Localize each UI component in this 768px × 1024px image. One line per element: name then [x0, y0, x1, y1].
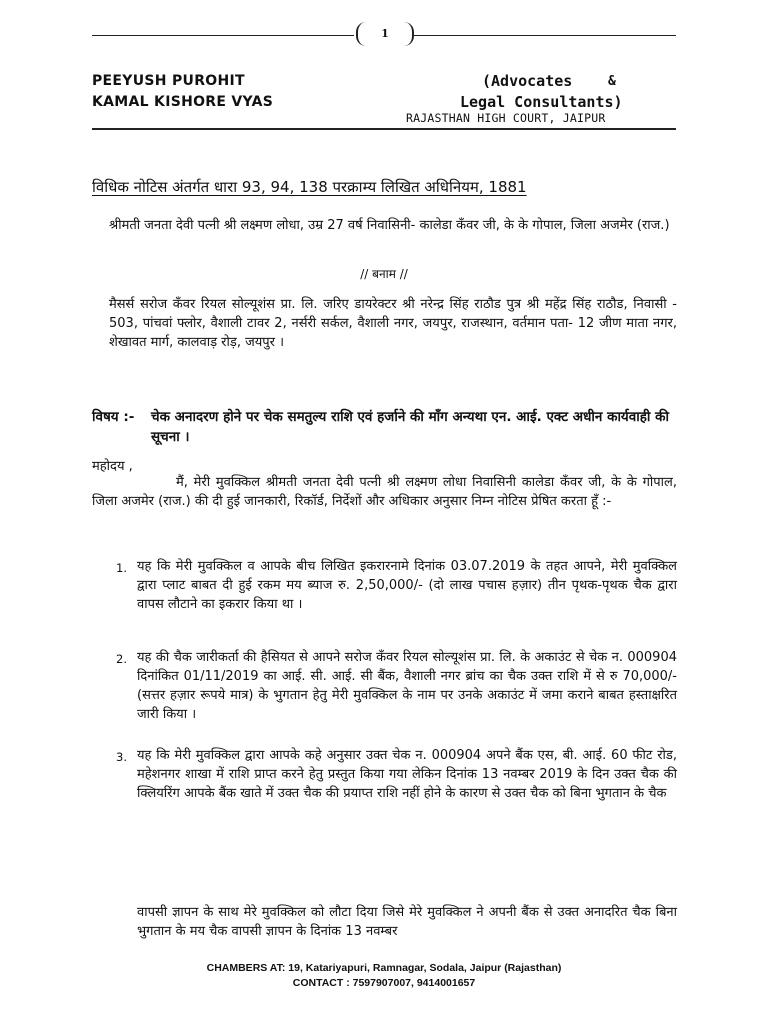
point-2-text: यह की चैक जारीकर्ता की हैसियत से आपने सरोज कँवर रियल सोल्यूशंस प्रा. लि. के अकाउंट से चेक न. 000904 दिनांकित 01/11/2019 का आई. सी. आई. सी बैंक, वैशाली नगर ब्रांच का चैक उक्त राशि में से रु 70,000/- (सत्तर हज़ार रूपये मात्र) के भुगतान हेतु मेरी मुवक्किल के नाम पर उनके अकाउंट में जमा कराने बाबत हस्ताक्षरित जारी किया । — [137, 650, 677, 722]
subject-text: चेक अनादरण होने पर चेक समतुल्य राशि एवं हर्जाने की माँग अन्यथा एन. आई. एक्ट अधीन कार्यवाही की सूचना । — [151, 409, 669, 445]
footer-contact: CONTACT : 7597907007, 9414001657 — [292, 977, 476, 989]
subject-label: विषय :- — [92, 409, 135, 425]
client-details: श्रीमती जनता देवी पत्नी श्री लक्ष्मण लोधा, उम्र 27 वर्ष निवासिनी- कालेडा कँवर जी, के के गोपाल, जिला अजमेर (राज.) — [109, 218, 670, 233]
header-rule — [92, 128, 676, 130]
advocate-name-1: PEEYUSH PUROHIT — [92, 73, 245, 89]
continuation-text: वापसी ज्ञापन के साथ मेरे मुवक्किल को लौटा दिया जिसे मेरे मुवक्किल ने अपनी बैंक से उक्त अनादरित चैक बिना भुगतान के मय चैक वापसी ज्ञापन के दिनांक 13 नवम्बर — [137, 905, 677, 939]
court-name: RAJASTHAN HIGH COURT, JAIPUR — [406, 111, 606, 125]
point-1-text: यह कि मेरी मुवक्किल व आपके बीच लिखित इकरारनामे दिनांक 03.07.2019 के तहत आपने, मेरी मुवक्किल द्वारा प्लाट बाबत दी हुई रकम मय ब्याज रु. 2,50,000/- (दो लाख पचास हज़ार) तीन पृथक-पृथक चैक द्वारा वापस लौटाने का इकरार किया था । — [137, 559, 677, 612]
firm-type-line1: (Advocates — [482, 72, 573, 90]
point-3-number: 3. — [116, 750, 127, 764]
page-number-box — [356, 22, 414, 46]
point-2-number: 2. — [116, 652, 127, 666]
top-rule-left — [92, 35, 354, 36]
firm-ampersand: & — [608, 74, 616, 89]
intro-text: मैं, मेरी मुवक्किल श्रीमती जनता देवी पत्नी श्री लक्ष्मण लोधा निवासिनी कालेडा कँवर जी, के के गोपाल, जिला अजमेर (राज.) की दी हुई जानकारी, रिकॉर्ड, निर्देशों और अधिकार अनुसार निम्न नोटिस प्रेषित करता हूँ :- — [92, 475, 677, 509]
top-rule-right — [412, 35, 676, 36]
salutation: महोदय , — [92, 459, 133, 474]
firm-type-line2: Legal Consultants) — [460, 93, 623, 111]
advocate-name-2: KAMAL KISHORE VYAS — [92, 94, 274, 110]
notice-title: विधिक नोटिस अंतर्गत धारा 93, 94, 138 परक्राम्य लिखित अधिनियम, 1881 — [92, 178, 527, 196]
intro-paragraph — [92, 473, 677, 511]
point-3-text: यह कि मेरी मुवक्किल द्वारा आपके कहे अनुसार उक्त चेक न. 000904 अपने बैंक एस, बी. आई. 60 फीट रोड, महेशनगर शाखा में राशि प्राप्त करने हेतु प्रस्तुत किया गया लेकिन दिनांक 13 नवम्बर 2019 के दिन उक्त चैक की क्लियरिंग आपके बैंक खाते में उक्त चैक की प्रयाप्त राशि नहीं होने के कारण से उक्त चैक को बिना भुगतान के चैक — [137, 748, 677, 801]
page-number: 1 — [381, 27, 389, 40]
versus-line: // बनाम // — [360, 267, 408, 281]
respondent-details: मैसर्स सरोज कँवर रियल सोल्यूशंस प्रा. लि. जरिए डायरेक्टर श्री नरेन्द्र सिंह राठौड पुत्र श्री महेंद्र सिंह राठौड, निवासी - 503, पांचवां फ्लोर, वैशाली टावर 2, नर्सरी सर्कल, वैशाली नगर, जयपुर, राजस्थान, वर्तमान पता- 12 जीण माता नगर, शेखावत मार्ग, कालवाड़ रोड़, जयपुर । — [109, 297, 677, 350]
point-1-number: 1. — [116, 561, 127, 575]
footer-chambers: CHAMBERS AT: 19, Katariyapuri, Ramnagar, Sodala, Jaipur (Rajasthan) — [206, 962, 562, 974]
